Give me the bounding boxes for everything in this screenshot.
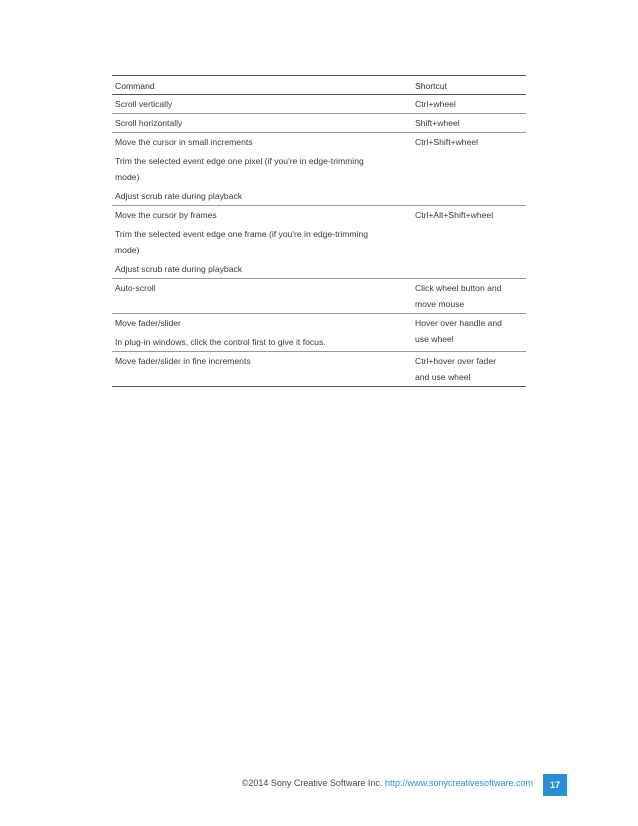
shortcut-table xyxy=(112,75,526,387)
table-header xyxy=(112,75,526,95)
command-text: In plug-in windows, click the control first to give it focus. xyxy=(115,337,326,347)
shortcut-text: and use wheel xyxy=(415,372,471,382)
command-text: Move fader/slider xyxy=(115,318,181,328)
shortcut-cell xyxy=(415,353,523,385)
table-row xyxy=(112,133,526,206)
command-text: Scroll horizontally xyxy=(115,118,183,128)
shortcut-cell xyxy=(415,315,523,350)
shortcut-text: Ctrl+wheel xyxy=(415,99,456,109)
command-text: Adjust scrub rate during playback xyxy=(115,264,243,274)
command-text: mode) xyxy=(115,172,140,182)
command-text: Move the cursor in small increments xyxy=(115,137,253,147)
table-row xyxy=(112,314,526,352)
page-footer xyxy=(0,774,638,796)
website-link[interactable]: http://www.sonycreativesoftware.com xyxy=(384,778,533,788)
command-cell xyxy=(115,315,415,350)
command-cell xyxy=(115,207,415,277)
command-text: Trim the selected event edge one frame (if you're in edge-trimming xyxy=(115,229,369,239)
page-number-badge xyxy=(543,774,567,796)
shortcut-cell xyxy=(415,134,523,204)
shortcut-text: move mouse xyxy=(415,299,465,309)
table-row xyxy=(112,95,526,114)
command-text: Auto-scroll xyxy=(115,283,156,293)
command-text: Move fader/slider in fine increments xyxy=(115,356,251,366)
shortcut-text: Hover over handle and xyxy=(415,318,502,328)
shortcut-text: Ctrl+Shift+wheel xyxy=(415,137,479,147)
command-cell xyxy=(115,115,415,131)
command-column-header: Command xyxy=(115,80,155,91)
command-text: Move the cursor by frames xyxy=(115,210,217,220)
command-cell xyxy=(115,134,415,204)
shortcut-cell xyxy=(415,280,523,312)
shortcut-text: Click wheel button and xyxy=(415,283,502,293)
table-row xyxy=(112,352,526,387)
command-cell xyxy=(115,353,415,385)
shortcut-text: use wheel xyxy=(415,334,454,344)
table-row xyxy=(112,206,526,279)
footer-text xyxy=(242,778,533,788)
command-text: Adjust scrub rate during playback xyxy=(115,191,243,201)
shortcut-cell xyxy=(415,96,523,112)
table-row xyxy=(112,279,526,314)
command-text: mode) xyxy=(115,245,140,255)
shortcut-text: Ctrl+Alt+Shift+wheel xyxy=(415,210,494,220)
command-text: Scroll vertically xyxy=(115,99,173,109)
shortcut-column-header: Shortcut xyxy=(415,80,448,91)
table-row xyxy=(112,114,526,133)
shortcut-cell xyxy=(415,207,523,277)
shortcut-cell xyxy=(415,115,523,131)
command-cell xyxy=(115,96,415,112)
shortcut-text: Shift+wheel xyxy=(415,118,460,128)
shortcut-text: Ctrl+hover over fader xyxy=(415,356,496,366)
copyright-text: ©2014 Sony Creative Software Inc. xyxy=(241,778,383,788)
command-text: Trim the selected event edge one pixel (if you're in edge-trimming xyxy=(115,156,364,166)
command-cell xyxy=(115,280,415,312)
page-number: 17 xyxy=(549,780,560,790)
